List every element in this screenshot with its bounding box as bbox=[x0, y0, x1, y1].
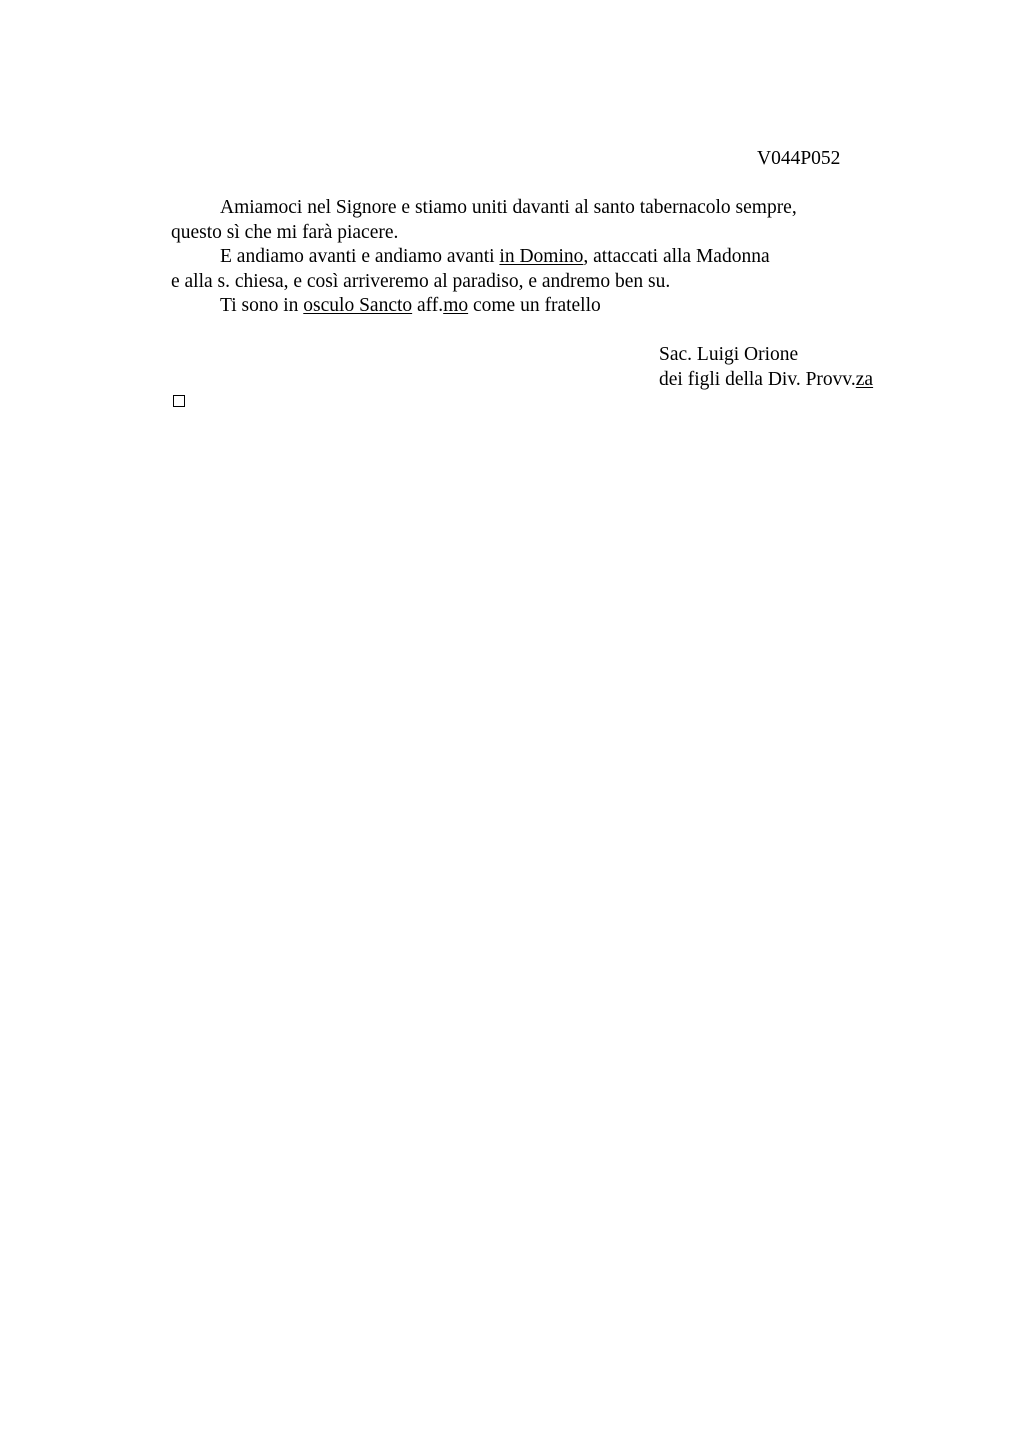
paragraph-1-line-1: Amiamoci nel Signore e stiamo uniti davanti al santo tabernacolo sempre, bbox=[220, 197, 797, 218]
paragraph-3-line-1 bbox=[171, 294, 871, 319]
paragraph-3-text-c: come un fratello bbox=[468, 295, 601, 316]
square-box-icon bbox=[173, 395, 185, 407]
page-id: V044P052 bbox=[757, 148, 841, 169]
signature-block bbox=[659, 343, 873, 392]
signature-line-1: Sac. Luigi Orione bbox=[659, 344, 799, 365]
letter-body bbox=[171, 196, 871, 319]
mo-underlined: mo bbox=[443, 295, 469, 316]
in-domino-underlined: in Domino bbox=[499, 246, 584, 267]
paragraph-2-line-1 bbox=[171, 245, 871, 270]
paragraph-2-text-b: , attaccati alla Madonna bbox=[583, 246, 770, 267]
paragraph-3-text-b: aff. bbox=[412, 295, 444, 316]
osculo-sancto-underlined: osculo Sancto bbox=[303, 295, 413, 316]
paragraph-3-text-a: Ti sono in bbox=[220, 295, 304, 316]
paragraph-2-text-a: E andiamo avanti e andiamo avanti bbox=[220, 246, 500, 267]
signature-text: dei figli della Div. Provv. bbox=[659, 368, 856, 390]
signature-line-2 bbox=[659, 368, 873, 393]
paragraph-2-line-2: e alla s. chiesa, e così arriveremo al paradiso, e andremo ben su. bbox=[171, 270, 671, 292]
za-underlined: za bbox=[855, 368, 874, 390]
paragraph-1-line-2: questo sì che mi farà piacere. bbox=[171, 221, 399, 243]
